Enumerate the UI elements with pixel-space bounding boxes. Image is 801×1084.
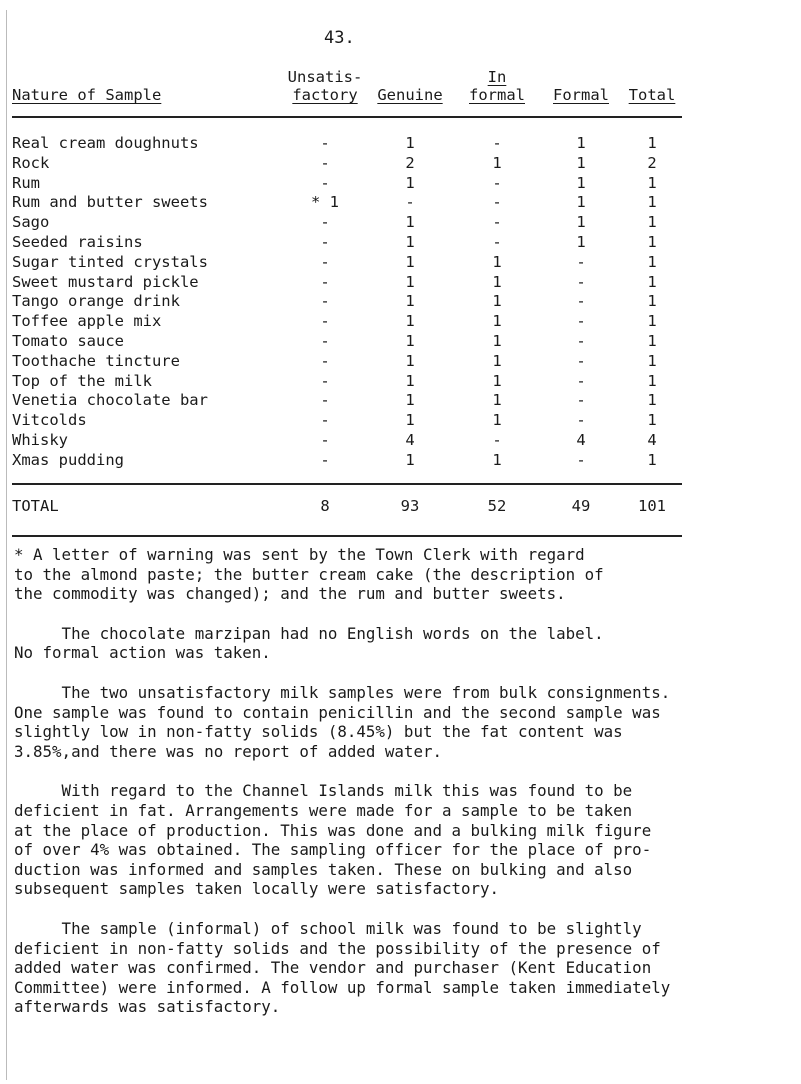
cell-name: Sugar tinted crystals: [12, 252, 208, 271]
total-formal: 49: [571, 496, 591, 515]
cell-unsatisfactory: -: [320, 213, 330, 232]
table-row: [12, 312, 682, 332]
cell-informal: -: [492, 193, 502, 212]
cell-formal: 1: [576, 173, 586, 192]
table-row: [12, 193, 682, 213]
cell-informal: 1: [492, 272, 502, 291]
table-row: [12, 332, 682, 352]
cell-genuine: 1: [405, 252, 415, 271]
cell-informal: 1: [492, 371, 502, 390]
total-informal: 52: [487, 496, 507, 515]
table-row: [12, 213, 682, 233]
cell-formal: -: [576, 391, 586, 410]
cell-genuine: 1: [405, 351, 415, 370]
table-row: [12, 352, 682, 372]
cell-genuine: 1: [405, 331, 415, 350]
paragraph-gap: [14, 761, 801, 781]
cell-formal: -: [576, 312, 586, 331]
note-line: deficient in fat. Arrangements were made for a sample to be taken: [14, 800, 633, 820]
cell-unsatisfactory: -: [320, 351, 330, 370]
cell-total: 1: [647, 173, 657, 192]
cell-genuine: 1: [405, 134, 415, 152]
cell-total: 1: [647, 450, 657, 469]
note-line: 3.85%,and there was no report of added water.: [14, 741, 442, 761]
cell-formal: 1: [576, 134, 586, 152]
cell-genuine: 1: [405, 411, 415, 430]
cell-formal: 4: [576, 430, 586, 449]
cell-total: 1: [647, 331, 657, 350]
cell-name: Vitcolds: [12, 411, 87, 430]
note-line: Committee) were informed. A follow up formal sample taken immediately: [14, 977, 671, 997]
note-line: added water was confirmed. The vendor and purchaser (Kent Education: [14, 958, 652, 978]
note-line: With regard to the Channel Islands milk this was found to be: [14, 781, 633, 801]
cell-name: Tango orange drink: [12, 292, 180, 311]
table-row: [12, 411, 682, 431]
header-rule: [12, 104, 682, 117]
cell-unsatisfactory: -: [320, 232, 330, 251]
cell-formal: -: [576, 450, 586, 469]
note-line: No formal action was taken.: [14, 643, 271, 663]
cell-total: 1: [647, 292, 657, 311]
cell-name: Real cream doughnuts: [12, 134, 199, 152]
note-line: at the place of production. This was done and a bulking milk figure: [14, 820, 652, 840]
table-row: [12, 233, 682, 253]
note-line: The two unsatisfactory milk samples were from bulk consignments.: [14, 682, 671, 702]
note-line: the commodity was changed); and the rum and butter sweets.: [14, 584, 566, 604]
cell-unsatisfactory: -: [320, 391, 330, 410]
header-unsatisfactory-line2: factory: [292, 86, 358, 104]
cell-unsatisfactory: -: [320, 430, 330, 449]
cell-unsatisfactory: -: [320, 173, 330, 192]
table-row: [12, 292, 682, 312]
cell-unsatisfactory: -: [320, 252, 330, 271]
cell-total: 1: [647, 272, 657, 291]
paragraph-gap: [14, 604, 801, 624]
cell-unsatisfactory: -: [320, 312, 330, 331]
note-line: of over 4% was obtained. The sampling officer for the place of pro-: [14, 840, 652, 860]
cell-name: Sago: [12, 213, 50, 232]
cell-informal: 1: [492, 351, 502, 370]
cell-total: 1: [647, 351, 657, 370]
paragraph-gap: [14, 663, 801, 683]
notes-section: [14, 545, 801, 1017]
cell-total: 1: [647, 193, 657, 212]
total-label: TOTAL: [12, 496, 59, 515]
cell-name: Seeded raisins: [12, 232, 143, 251]
cell-unsatisfactory: -: [320, 134, 330, 152]
cell-informal: -: [492, 213, 502, 232]
cell-name: Toothache tincture: [12, 351, 180, 370]
cell-name: Rum: [12, 173, 40, 192]
cell-genuine: 1: [405, 312, 415, 331]
note-line: afterwards was satisfactory.: [14, 997, 281, 1017]
cell-genuine: 1: [405, 232, 415, 251]
note-line: subsequent samples taken locally were satisfactory.: [14, 879, 500, 899]
cell-genuine: 1: [405, 272, 415, 291]
cell-total: 1: [647, 391, 657, 410]
cell-genuine: 4: [405, 430, 415, 449]
header-unsatisfactory-line1: Unsatis-: [287, 68, 363, 86]
scan-edge-line: [6, 10, 7, 1080]
cell-genuine: 1: [405, 213, 415, 232]
cell-unsatisfactory: -: [320, 272, 330, 291]
table-row: [12, 253, 682, 273]
cell-total: 1: [647, 232, 657, 251]
cell-unsatisfactory: -: [320, 411, 330, 430]
table-row: [12, 273, 682, 293]
note-line: slightly low in non-fatty solids (8.45%) but the fat content was: [14, 722, 623, 742]
cell-informal: 1: [492, 312, 502, 331]
table-row: [12, 134, 682, 154]
cell-formal: -: [576, 272, 586, 291]
table-row: [12, 174, 682, 194]
table-row: [12, 154, 682, 174]
cell-total: 1: [647, 134, 657, 152]
total-unsatisfactory: 8: [320, 496, 330, 515]
cell-formal: -: [576, 371, 586, 390]
cell-formal: 1: [576, 213, 586, 232]
total-row: [12, 484, 682, 527]
total-rule-top: [12, 471, 682, 484]
note-line: The sample (informal) of school milk was found to be slightly: [14, 918, 642, 938]
note-line: duction was informed and samples taken. These on bulking and also: [14, 859, 633, 879]
cell-unsatisfactory: -: [320, 331, 330, 350]
cell-informal: -: [492, 173, 502, 192]
paragraph-gap: [14, 899, 801, 919]
cell-informal: 1: [492, 331, 502, 350]
cell-name: Toffee apple mix: [12, 312, 162, 331]
header-total: Total: [628, 86, 676, 104]
cell-genuine: -: [405, 193, 415, 212]
header-informal-line2: formal: [469, 86, 525, 104]
cell-informal: 1: [492, 153, 502, 172]
cell-informal: -: [492, 134, 502, 152]
cell-genuine: 1: [405, 292, 415, 311]
cell-name: Sweet mustard pickle: [12, 272, 199, 291]
cell-name: Rum and butter sweets: [12, 193, 208, 212]
cell-informal: -: [492, 430, 502, 449]
cell-unsatisfactory: -: [320, 450, 330, 469]
cell-informal: 1: [492, 292, 502, 311]
cell-name: Top of the milk: [12, 371, 152, 390]
cell-formal: -: [576, 411, 586, 430]
header-formal: Formal: [553, 86, 609, 104]
cell-total: 1: [647, 371, 657, 390]
cell-name: Whisky: [12, 430, 68, 449]
table-row: [12, 372, 682, 392]
cell-total: 4: [647, 430, 657, 449]
cell-formal: -: [576, 292, 586, 311]
header-nature-of-sample: Nature of Sample: [12, 86, 162, 104]
header-informal-line1: In: [487, 68, 507, 86]
note-line: to the almond paste; the butter cream cake (the description of: [14, 564, 604, 584]
cell-informal: 1: [492, 252, 502, 271]
cell-total: 1: [647, 252, 657, 271]
cell-name: Venetia chocolate bar: [12, 391, 208, 410]
table-row: [12, 431, 682, 451]
cell-genuine: 2: [405, 153, 415, 172]
table-body: [12, 134, 682, 471]
cell-informal: 1: [492, 450, 502, 469]
total-total: 101: [638, 496, 666, 515]
cell-total: 1: [647, 312, 657, 331]
cell-total: 1: [647, 411, 657, 430]
cell-unsatisfactory: * 1: [311, 193, 339, 212]
cell-name: Rock: [12, 153, 50, 172]
cell-formal: 1: [576, 153, 586, 172]
cell-formal: -: [576, 351, 586, 370]
note-line: deficient in non-fatty solids and the possibility of the presence of: [14, 938, 661, 958]
table-row: [12, 451, 682, 471]
cell-formal: -: [576, 331, 586, 350]
total-rule-bottom: [12, 527, 682, 536]
cell-unsatisfactory: -: [320, 292, 330, 311]
cell-genuine: 1: [405, 450, 415, 469]
cell-informal: 1: [492, 411, 502, 430]
samples-table: [12, 68, 682, 537]
page-number: 43.: [324, 28, 355, 48]
table-row: [12, 391, 682, 411]
cell-name: Tomato sauce: [12, 331, 124, 350]
cell-name: Xmas pudding: [12, 450, 124, 469]
cell-unsatisfactory: -: [320, 153, 330, 172]
cell-informal: -: [492, 232, 502, 251]
total-genuine: 93: [400, 496, 420, 515]
note-line: The chocolate marzipan had no English words on the label.: [14, 623, 604, 643]
cell-genuine: 1: [405, 371, 415, 390]
cell-informal: 1: [492, 391, 502, 410]
cell-total: 1: [647, 213, 657, 232]
cell-unsatisfactory: -: [320, 371, 330, 390]
note-line: One sample was found to contain penicillin and the second sample was: [14, 702, 661, 722]
note-line: * A letter of warning was sent by the Town Clerk with regard: [14, 545, 585, 564]
header-genuine: Genuine: [377, 86, 443, 104]
cell-total: 2: [647, 153, 657, 172]
cell-genuine: 1: [405, 391, 415, 410]
cell-genuine: 1: [405, 173, 415, 192]
cell-formal: 1: [576, 232, 586, 251]
cell-formal: -: [576, 252, 586, 271]
cell-formal: 1: [576, 193, 586, 212]
